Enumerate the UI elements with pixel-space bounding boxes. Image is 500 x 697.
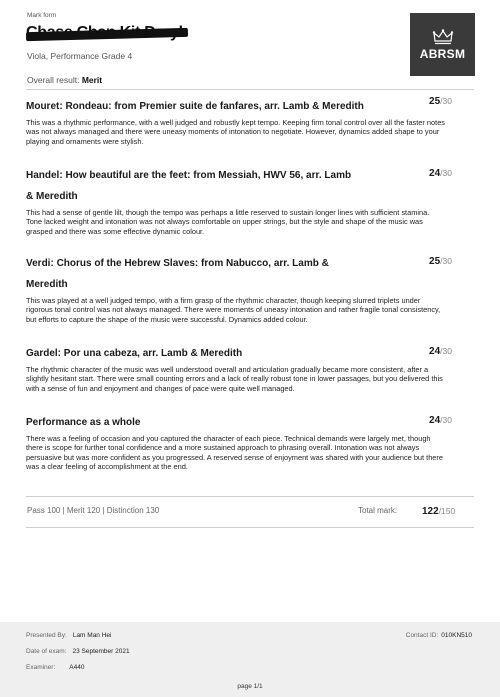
piece-score	[429, 168, 452, 179]
total-mark-label: Total mark:	[358, 506, 398, 515]
exam-date	[26, 648, 130, 655]
presented-by-label: Presented By:	[26, 632, 67, 639]
score-out-of: /30	[440, 346, 452, 356]
exam-date-label: Date of exam:	[26, 648, 67, 655]
piece-title: Gardel: Por una cabeza, arr. Lamb & Meredith	[26, 348, 243, 359]
report-header	[26, 9, 474, 83]
examiner	[26, 664, 84, 671]
score-out-of: /30	[440, 415, 452, 425]
grade-thresholds: Pass 100 | Merit 120 | Distinction 130	[27, 506, 160, 515]
presented-by-value: Lam Man Hei	[72, 632, 112, 639]
crown-icon	[432, 29, 454, 45]
piece-title: Mouret: Rondeau: from Premier suite de fanfares, arr. Lamb & Meredith	[26, 101, 364, 112]
piece-title: Performance as a whole	[26, 417, 141, 428]
presented-by	[26, 632, 111, 639]
piece-1	[26, 96, 474, 146]
candidate-name	[26, 24, 186, 42]
score-value: 24	[429, 168, 441, 179]
divider	[26, 527, 474, 528]
report-footer	[0, 622, 500, 697]
contact-id	[406, 632, 472, 639]
score-value: 25	[429, 96, 441, 107]
total-mark	[422, 506, 455, 517]
piece-2	[26, 165, 474, 236]
piece-comment: This was a rhythmic performance, with a well judged and robustly kept tempo. Keeping firm tonal control over all the faster notes was not always managed and there were uneasy moments of intonation to negotiate. However, dynamics added shape to your playing and ornaments were stylish.	[26, 118, 446, 146]
piece-comment: This had a sense of gentle lilt, though the tempo was perhaps a little reserved to sustain longer lines with sufficient stamina. Tone lacked weight and intonation was not always comfortable on upper strings, but the style and shape of the music was grasped and there was some effective dynamic colour.	[26, 208, 430, 236]
score-value: 25	[429, 256, 441, 267]
piece-4	[26, 343, 474, 393]
page-number: page 1/1	[237, 683, 263, 690]
piece-score	[429, 256, 452, 267]
piece-comment: There was a feeling of occasion and you captured the character of each piece. Technical demands were largely met, though there is scope for further tonal confidence and a more sustained approach to phrasing overall. Intonation was not always persuasive but was more confident as you progressed. A reserved sense of enjoyment was shared with your audience but there was a clear feeling of accomplishment at the end.	[26, 434, 443, 472]
overall-result	[27, 75, 102, 85]
total-mark-value: 122	[422, 506, 439, 517]
piece-comment: The rhythmic character of the music was well understood overall and articulation gradually became more consistent, after a slightly hesitant start. There were small counting errors and a lack of really robust tone in lower passages, but you delivered this with a sense of fun and enjoyment and changes of pace were quite well managed.	[26, 365, 443, 393]
exam-date-value: 23 September 2021	[72, 648, 130, 655]
logo-text: ABRSM	[419, 46, 466, 61]
examiner-value: A440	[69, 664, 85, 671]
score-out-of: /30	[440, 256, 452, 266]
examiner-label: Examiner:	[26, 664, 56, 671]
abrsm-logo	[410, 13, 475, 76]
piece-score	[429, 415, 452, 426]
piece-comment: This was played at a well judged tempo, with a firm grasp of the rhythmic character, though keeping slurred triplets under rigorous tonal control was not always managed. There were moments of uneasy intonation and rather fragile tonal consistency, but efforts to capture the shape of the music were successful. Dynamics added colour.	[26, 296, 441, 324]
score-value: 24	[429, 415, 441, 426]
summary-row	[26, 497, 474, 527]
piece-score	[429, 96, 452, 107]
piece-title: Handel: How beautiful are the feet: from Messiah, HWV 56, arr. Lamb & Meredith	[26, 170, 352, 202]
mark-form-label: Mark form	[27, 12, 57, 19]
piece-3	[26, 253, 474, 324]
divider	[26, 89, 474, 90]
total-mark-out-of: /150	[438, 506, 456, 516]
contact-id-label: Contact ID:	[405, 632, 439, 639]
piece-score	[429, 346, 452, 357]
piece-5	[26, 412, 474, 472]
instrument-grade: Viola, Performance Grade 4	[27, 51, 133, 61]
overall-result-value: Merit	[81, 75, 103, 85]
piece-title: Verdi: Chorus of the Hebrew Slaves: from Nabucco, arr. Lamb & Meredith	[26, 258, 329, 290]
score-value: 24	[429, 346, 441, 357]
score-out-of: /30	[440, 168, 452, 178]
contact-id-value: 010KN510	[441, 632, 472, 639]
score-out-of: /30	[440, 96, 452, 106]
overall-result-label: Overall result:	[27, 75, 80, 85]
